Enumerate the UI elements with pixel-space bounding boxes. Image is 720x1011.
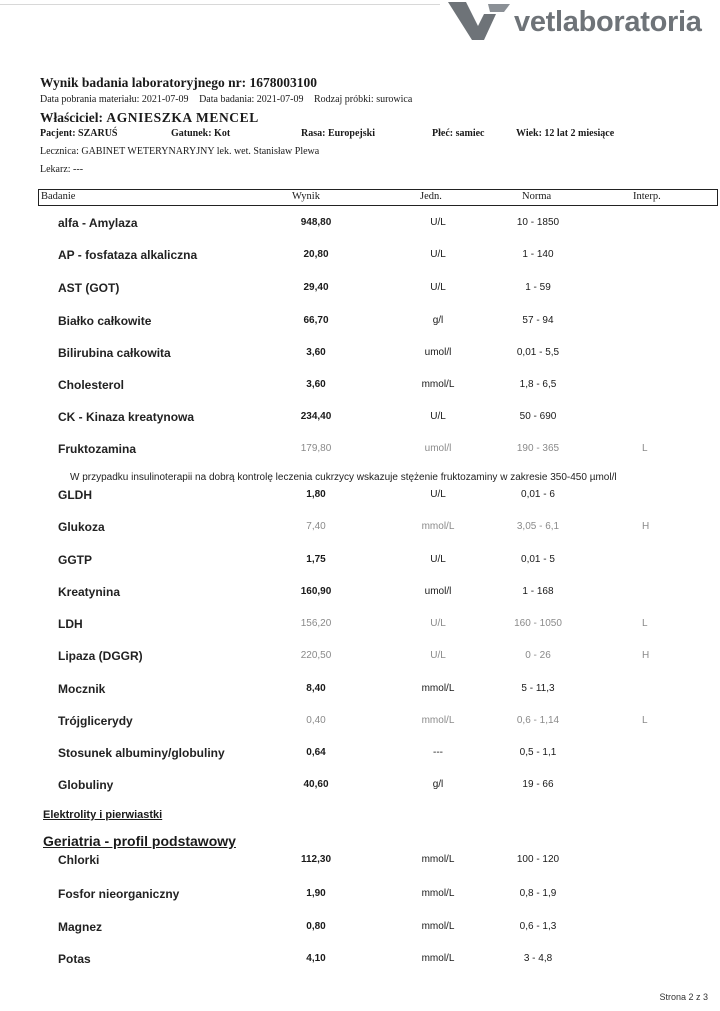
cell-result: 3,60: [306, 347, 326, 358]
report-meta: [40, 94, 420, 105]
cell-result: 20,80: [303, 249, 329, 260]
doctor-line: Lekarz: ---: [40, 164, 84, 175]
cell-norm: 0,6 - 1,14: [516, 715, 560, 726]
cell-name: Chlorki: [58, 853, 100, 867]
cell-unit: U/L: [430, 650, 446, 661]
cell-flag: L: [642, 618, 648, 629]
cell-result: 1,90: [306, 888, 326, 899]
owner-label: Właściciel:: [40, 110, 103, 125]
patient-line: [40, 128, 680, 142]
sex: Płeć: samiec: [432, 128, 485, 139]
header-unit: Jedn.: [420, 191, 442, 202]
cell-result: 8,40: [306, 683, 326, 694]
cell-name: alfa - Amylaza: [58, 216, 138, 230]
cell-norm: 0,01 - 6: [521, 489, 555, 500]
table-row: [0, 647, 720, 667]
collection-date: Data pobrania materiału: 2021-07-09: [40, 94, 189, 105]
cell-name: Białko całkowite: [58, 314, 152, 328]
cell-norm: 50 - 690: [519, 411, 557, 422]
cell-name: Trójglicerydy: [58, 714, 133, 728]
header-interp: Interp.: [633, 191, 661, 202]
species: Gatunek: Kot: [171, 128, 231, 139]
age: Wiek: 12 lat 2 miesiące: [516, 128, 615, 139]
table-row: [0, 312, 720, 332]
page-number: Strona 2 z 3: [659, 992, 708, 1002]
cell-name: LDH: [58, 617, 83, 631]
breed: Rasa: Europejski: [301, 128, 375, 139]
section-geriatric: Geriatria - profil podstawowy: [43, 833, 236, 849]
cell-result: 1,80: [306, 489, 326, 500]
table-row: [0, 744, 720, 764]
header-result: Wynik: [292, 191, 320, 202]
cell-unit: U/L: [430, 618, 446, 629]
cell-flag: L: [642, 715, 648, 726]
cell-name: Globuliny: [58, 778, 114, 792]
cell-name: Glukoza: [58, 520, 105, 534]
brand-name: vetlaboratoria: [514, 6, 702, 38]
cell-result: 0,80: [306, 921, 326, 932]
cell-unit: mmol/L: [421, 921, 455, 932]
scan-edge-line: [0, 4, 440, 5]
table-row: [0, 918, 720, 938]
sample-type: Rodzaj próbki: surowica: [313, 94, 413, 105]
cell-norm: 0,01 - 5: [521, 554, 555, 565]
cell-norm: 0,6 - 1,3: [519, 921, 557, 932]
table-row: [0, 680, 720, 700]
cell-norm: 100 - 120: [516, 854, 560, 865]
cell-name: Kreatynina: [58, 585, 121, 599]
cell-name: GGTP: [58, 553, 93, 567]
table-row: [0, 376, 720, 396]
cell-result: 4,10: [306, 953, 326, 964]
cell-result: 1,75: [306, 554, 326, 565]
cell-name: AST (GOT): [58, 281, 120, 295]
cell-result: 0,64: [306, 747, 326, 758]
table-row: [0, 615, 720, 635]
cell-unit: U/L: [430, 411, 446, 422]
cell-norm: 190 - 365: [516, 443, 560, 454]
cell-unit: U/L: [430, 282, 446, 293]
cell-flag: H: [642, 650, 650, 661]
table-row: [0, 950, 720, 970]
cell-result: 234,40: [300, 411, 332, 422]
section-electrolytes: Elektrolity i pierwiastki: [43, 809, 163, 821]
owner-line: [40, 110, 259, 126]
cell-name: CK - Kinaza kreatynowa: [58, 410, 195, 424]
cell-name: Lipaza (DGGR): [58, 649, 143, 663]
cell-norm: 1 - 168: [522, 586, 554, 597]
test-date: Data badania: 2021-07-09: [199, 94, 304, 105]
header-norm: Norma: [522, 191, 552, 202]
cell-name: AP - fosfataza alkaliczna: [58, 248, 198, 262]
table-row: [0, 486, 720, 506]
results-table-header: [38, 189, 718, 206]
owner-name: AGNIESZKA MENCEL: [106, 110, 259, 125]
table-row: [0, 214, 720, 234]
vet-logo-mark-icon: [444, 0, 512, 48]
cell-result: 0,40: [306, 715, 326, 726]
cell-norm: 1 - 59: [525, 282, 551, 293]
cell-unit: mmol/L: [421, 521, 455, 532]
cell-norm: 160 - 1050: [514, 618, 562, 629]
cell-unit: ---: [433, 747, 443, 758]
table-row: [0, 851, 720, 871]
fructosamine-note: W przypadku insulinoterapii na dobrą kontrolę leczenia cukrzycy wskazuje stężenie fruktozaminy w zakresie 350-450 µmol/l: [70, 472, 617, 483]
cell-result: 66,70: [303, 315, 329, 326]
cell-unit: U/L: [430, 249, 446, 260]
cell-unit: mmol/L: [421, 683, 455, 694]
patient-name: Pacjent: SZARUŚ: [40, 128, 118, 139]
header-test: Badanie: [41, 191, 76, 202]
cell-name: Bilirubina całkowita: [58, 346, 171, 360]
cell-unit: mmol/L: [421, 379, 455, 390]
cell-unit: U/L: [430, 489, 446, 500]
table-row: [0, 583, 720, 603]
cell-name: Cholesterol: [58, 378, 125, 392]
cell-unit: mmol/L: [421, 715, 455, 726]
table-row: [0, 246, 720, 266]
cell-name: Mocznik: [58, 682, 106, 696]
brand-logo: [438, 0, 720, 50]
cell-name: Fosfor nieorganiczny: [58, 887, 180, 901]
cell-unit: U/L: [430, 217, 446, 228]
table-row: [0, 712, 720, 732]
cell-result: 29,40: [303, 282, 329, 293]
cell-name: GLDH: [58, 488, 92, 502]
cell-norm: 0 - 26: [525, 650, 551, 661]
table-row: [0, 344, 720, 364]
cell-unit: umol/l: [424, 586, 452, 597]
cell-unit: g/l: [432, 315, 444, 326]
cell-norm: 0,8 - 1,9: [519, 888, 557, 899]
cell-unit: umol/l: [424, 347, 452, 358]
cell-unit: umol/l: [424, 443, 452, 454]
table-row: [0, 440, 720, 460]
cell-norm: 3 - 4,8: [523, 953, 553, 964]
cell-result: 7,40: [306, 521, 326, 532]
cell-result: 160,90: [300, 586, 332, 597]
cell-result: 179,80: [300, 443, 332, 454]
cell-norm: 5 - 11,3: [521, 683, 555, 694]
cell-name: Magnez: [58, 920, 103, 934]
cell-name: Potas: [58, 952, 91, 966]
cell-result: 948,80: [300, 217, 332, 228]
cell-norm: 57 - 94: [522, 315, 554, 326]
cell-unit: g/l: [432, 779, 444, 790]
table-row: [0, 551, 720, 571]
cell-norm: 1 - 140: [522, 249, 554, 260]
cell-result: 220,50: [300, 650, 332, 661]
cell-unit: mmol/L: [421, 888, 455, 899]
table-row: [0, 279, 720, 299]
cell-norm: 19 - 66: [522, 779, 554, 790]
table-row: [0, 408, 720, 428]
cell-unit: mmol/L: [421, 953, 455, 964]
table-row: [0, 518, 720, 538]
cell-result: 40,60: [303, 779, 329, 790]
cell-norm: 3,05 - 6,1: [516, 521, 560, 532]
cell-name: Stosunek albuminy/globuliny: [58, 746, 225, 760]
table-row: [0, 885, 720, 905]
cell-name: Fruktozamina: [58, 442, 137, 456]
report-title: Wynik badania laboratoryjnego nr: 1678003100: [40, 75, 318, 90]
cell-result: 156,20: [300, 618, 332, 629]
cell-unit: mmol/L: [421, 854, 455, 865]
cell-result: 112,30: [300, 854, 332, 865]
cell-flag: L: [642, 443, 648, 454]
cell-norm: 1,8 - 6,5: [519, 379, 557, 390]
cell-result: 3,60: [306, 379, 326, 390]
clinic-line: Lecznica: GABINET WETERYNARYJNY lek. wet. Stanisław Plewa: [40, 146, 320, 157]
cell-unit: U/L: [430, 554, 446, 565]
cell-norm: 0,5 - 1,1: [519, 747, 557, 758]
cell-norm: 0,01 - 5,5: [516, 347, 560, 358]
cell-norm: 10 - 1850: [516, 217, 560, 228]
cell-flag: H: [642, 521, 650, 532]
table-row: [0, 776, 720, 796]
